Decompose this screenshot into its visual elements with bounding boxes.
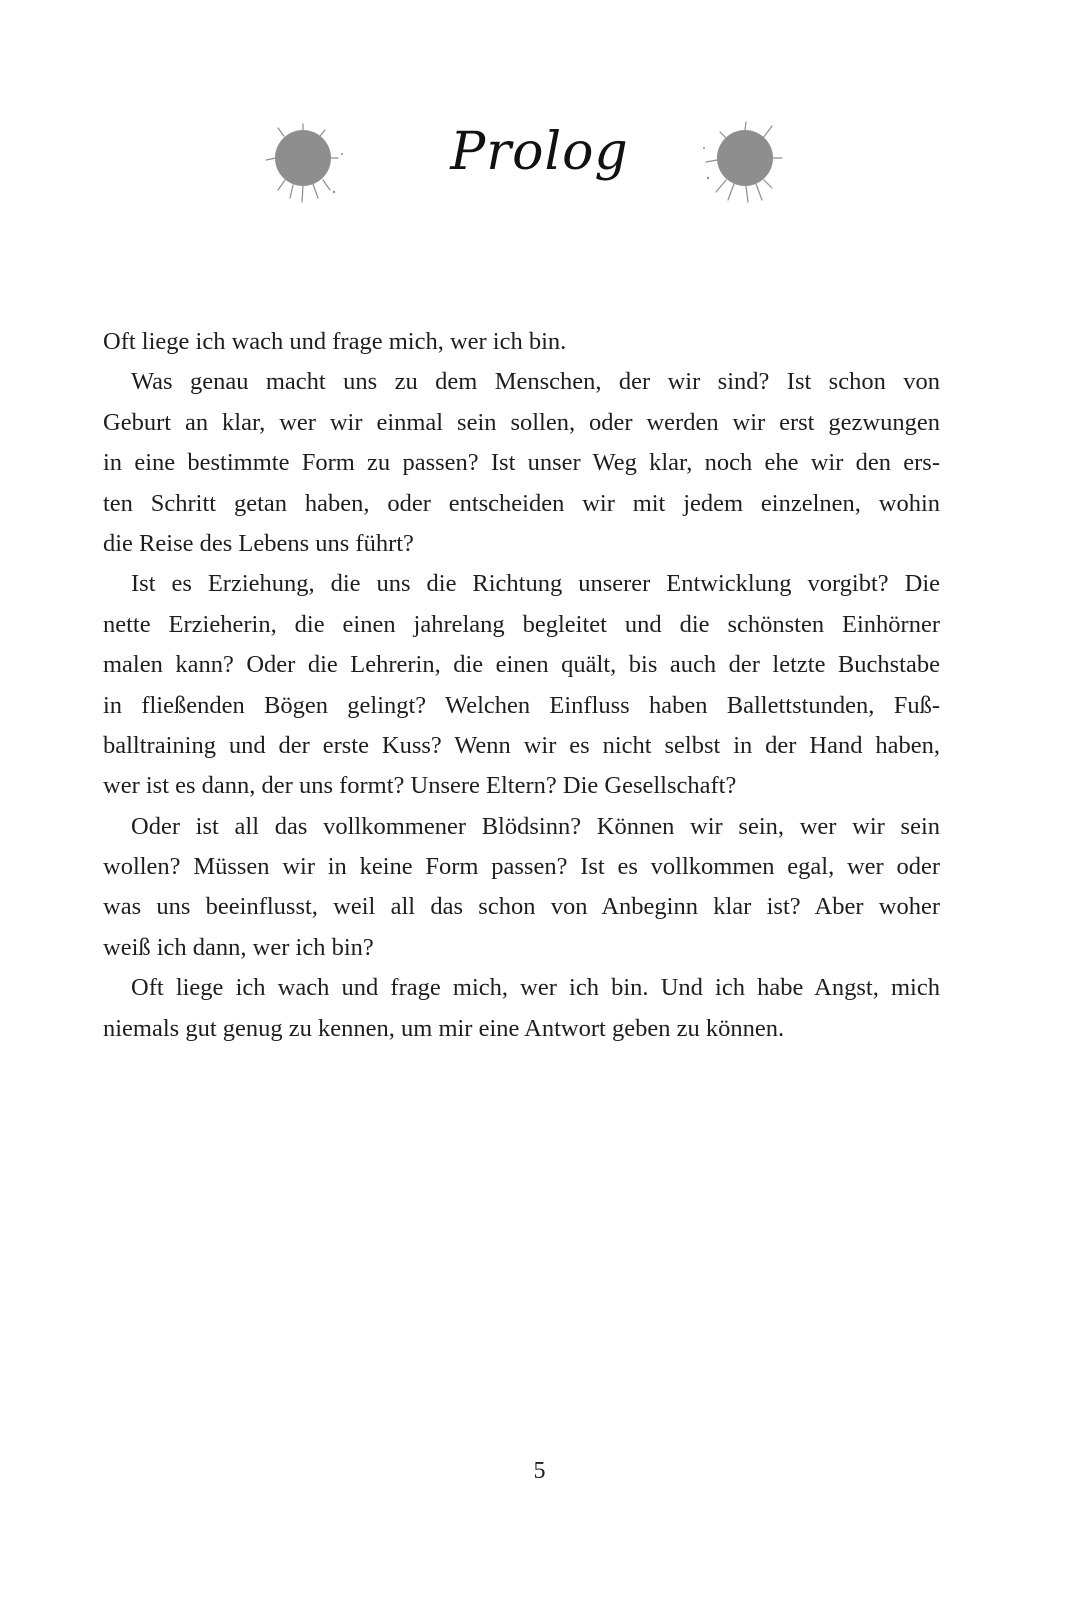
- ink-splatter-right-icon: [698, 118, 788, 208]
- text-line: in fließenden Bögen gelingt? Welchen Einfluss haben Ballettstunden, Fuß-: [103, 691, 940, 719]
- text-line: die Reise des Lebens uns führt?: [103, 529, 414, 557]
- text-line: Oft liege ich wach und frage mich, wer ich bin. Und ich habe Angst, mich: [131, 974, 940, 1002]
- paragraph: [103, 564, 940, 806]
- paragraph: [103, 968, 940, 1049]
- text-line: malen kann? Oder die Lehrerin, die einen quält, bis auch der letzte Buchstabe: [103, 651, 940, 679]
- text-line: Ist es Erziehung, die uns die Richtung unserer Entwicklung vorgibt? Die: [131, 570, 940, 598]
- paragraph: [103, 322, 940, 362]
- text-line: Oder ist all das vollkommener Blödsinn? Können wir sein, wer wir sein: [131, 812, 940, 840]
- page-number: 5: [533, 1458, 546, 1484]
- text-line: Was genau macht uns zu dem Menschen, der wir sind? Ist schon von: [131, 368, 940, 396]
- text-line: wollen? Müssen wir in keine Form passen? Ist es vollkommen egal, wer oder: [103, 853, 940, 881]
- prologue-text: [103, 322, 940, 1049]
- text-line: nette Erzieherin, die einen jahrelang begleitet und die schönsten Einhörner: [103, 610, 940, 638]
- text-line: wer ist es dann, der uns formt? Unsere Eltern? Die Gesellschaft?: [103, 772, 737, 800]
- text-line: was uns beeinflusst, weil all das schon von Anbeginn klar ist? Aber woher: [103, 893, 940, 921]
- text-line: weiß ich dann, wer ich bin?: [103, 933, 374, 961]
- paragraph: [103, 807, 940, 969]
- text-line: ten Schritt getan haben, oder entscheiden wir mit jedem einzelnen, wohin: [103, 489, 940, 517]
- text-line: niemals gut genug zu kennen, um mir eine Antwort geben zu können.: [103, 1014, 785, 1042]
- text-line: Geburt an klar, wer wir einmal sein sollen, oder werden wir erst gezwungen: [103, 408, 940, 436]
- text-line: in eine bestimmte Form zu passen? Ist unser Weg klar, noch ehe wir den ers-: [103, 449, 940, 477]
- paragraph: [103, 362, 940, 564]
- text-line: Oft liege ich wach und frage mich, wer ich bin.: [103, 328, 567, 355]
- chapter-title: Prolog: [450, 122, 629, 182]
- text-line: balltraining und der erste Kuss? Wenn wir es nicht selbst in der Hand haben,: [103, 731, 940, 759]
